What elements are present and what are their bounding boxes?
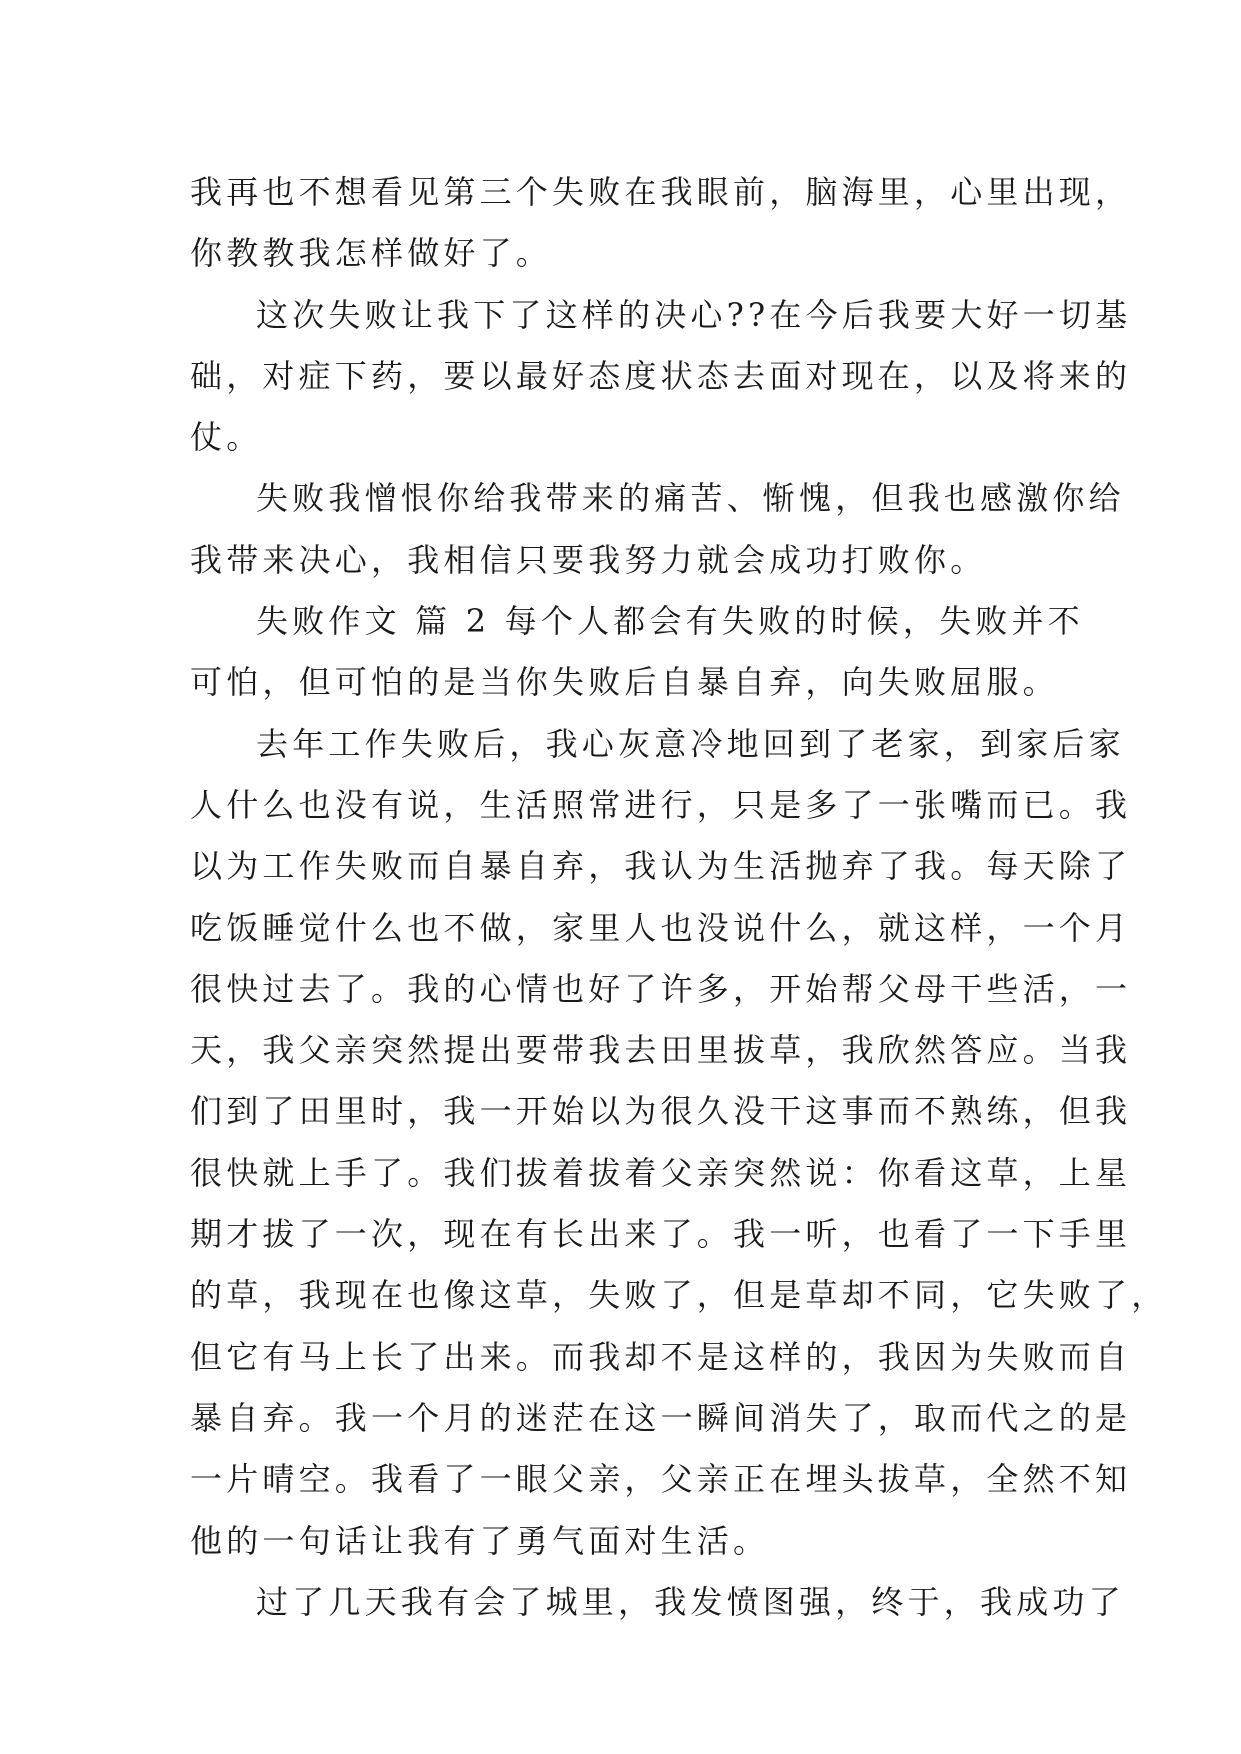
text-line: 天，我父亲突然提出要带我去田里拔草，我欣然答应。当我	[190, 1031, 1132, 1070]
text-line: 人什么也没有说，生活照常进行，只是多了一张嘴而已。我	[190, 785, 1132, 824]
text-line: 仗。	[190, 418, 263, 457]
text-line: 但它有马上长了出来。而我却不是这样的，我因为失败而自	[190, 1337, 1132, 1376]
text-line: 他的一句话让我有了勇气面对生活。	[190, 1521, 770, 1560]
paragraph-start-line: 去年工作失败后，我心灰意冷地回到了老家，到家后家	[256, 724, 1125, 763]
text-line: 你教教我怎样做好了。	[190, 234, 553, 273]
text-line: 暴自弃。我一个月的迷茫在这一瞬间消失了，取而代之的是	[190, 1398, 1132, 1437]
text-line: 我带来决心，我相信只要我努力就会成功打败你。	[190, 540, 987, 579]
text-line: 吃饭睡觉什么也不做，家里人也没说什么，就这样，一个月	[190, 908, 1132, 947]
text-line: 很快就上手了。我们拔着拔着父亲突然说：你看这草，上星	[190, 1153, 1132, 1192]
text-line: 可怕，但可怕的是当你失败后自暴自弃，向失败屈服。	[190, 663, 1059, 702]
text-line: 的草，我现在也像这草，失败了，但是草却不同，它失败了，	[190, 1276, 1168, 1315]
section-heading-line: 失败作文 篇 2 每个人都会有失败的时候，失败并不	[256, 602, 1084, 641]
text-line: 础，对症下药，要以最好态度状态去面对现在，以及将来的	[190, 356, 1132, 395]
paragraph-start-line: 过了几天我有会了城里，我发愤图强，终于，我成功了	[256, 1582, 1125, 1621]
paragraph-start-line: 失败我憎恨你给我带来的痛苦、惭愧，但我也感激你给	[256, 479, 1125, 518]
text-line: 们到了田里时，我一开始以为很久没干这事而不熟练，但我	[190, 1092, 1132, 1131]
text-line: 以为工作失败而自暴自弃，我认为生活抛弃了我。每天除了	[190, 847, 1132, 886]
text-line: 期才拔了一次，现在有长出来了。我一听，也看了一下手里	[190, 1215, 1132, 1254]
body-text	[190, 162, 1168, 1633]
paragraph-start-line: 这次失败让我下了这样的决心??在今后我要大好一切基	[256, 295, 1132, 334]
text-line: 很快过去了。我的心情也好了许多，开始帮父母干些活，一	[190, 969, 1132, 1008]
text-line: 一片晴空。我看了一眼父亲，父亲正在埋头拔草，全然不知	[190, 1460, 1132, 1499]
text-line: 我再也不想看见第三个失败在我眼前，脑海里，心里出现，	[190, 173, 1132, 211]
